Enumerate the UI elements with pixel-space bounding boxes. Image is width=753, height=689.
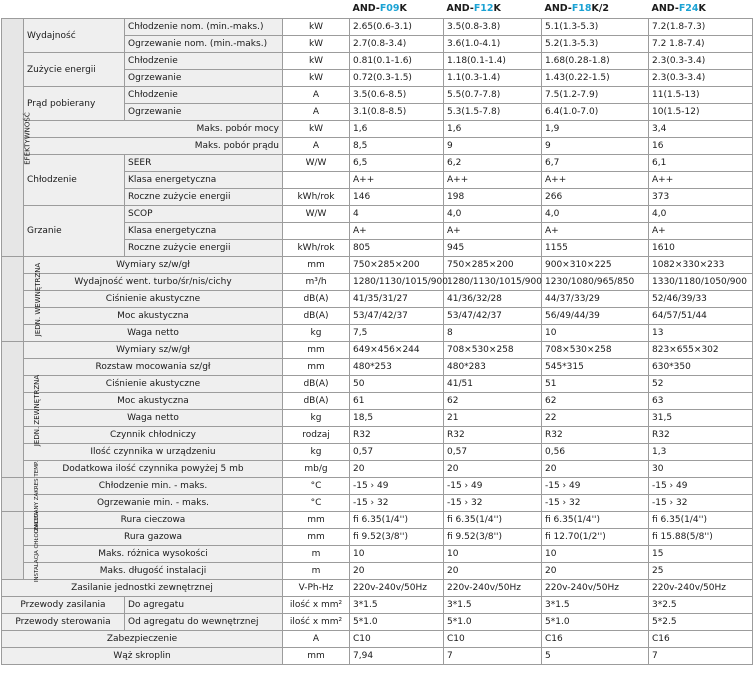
cell-value: 945	[444, 240, 542, 257]
cell-value: 3.5(0.8-3.8)	[444, 19, 542, 36]
cell-value: 61	[350, 393, 444, 410]
cell-value: 4,0	[444, 206, 542, 223]
cell-value: fi 6.35(1/4'')	[350, 512, 444, 529]
row-unit: kWh/rok	[283, 189, 350, 206]
table-row	[2, 614, 753, 631]
cell-value: 20	[542, 563, 649, 580]
cell-value: 3.1(0.8-8.5)	[350, 104, 444, 121]
row-unit: kW	[283, 53, 350, 70]
cell-value: 6,1	[649, 155, 753, 172]
group-label-przewody-sterowania: Przewody sterowania	[2, 614, 125, 631]
cell-value: 16	[649, 138, 753, 155]
cell-value: 31,5	[649, 410, 753, 427]
row-label: Dodatkowa ilość czynnika powyżej 5 mb	[24, 461, 283, 478]
row-label: Chłodzenie min. - maks.	[24, 478, 283, 495]
cell-value: 3.6(1.0-4.1)	[444, 36, 542, 53]
cell-value: 5.2(1.3-5.3)	[542, 36, 649, 53]
cell-value: fi 6.35(1/4'')	[649, 512, 753, 529]
model-header-row	[2, 0, 753, 19]
row-label: Maks. pobór prądu	[24, 138, 283, 155]
cell-value: 64/57/51/44	[649, 308, 753, 325]
row-unit: W/W	[283, 206, 350, 223]
cell-value: 7	[649, 648, 753, 665]
row-unit: m	[283, 563, 350, 580]
row-label: Roczne zużycie energii	[125, 240, 283, 257]
row-label: Klasa energetyczna	[125, 223, 283, 240]
row-unit: kg	[283, 325, 350, 342]
group-label-grzanie: Grzanie	[24, 206, 125, 257]
row-unit: ilość x mm²	[283, 614, 350, 631]
section-label-instalacja: INSTALACJA CHŁODNICZA	[2, 512, 24, 580]
row-label: Maks. długość instalacji	[24, 563, 283, 580]
cell-value: 1.18(0.1-1.4)	[444, 53, 542, 70]
table-row	[2, 631, 753, 648]
cell-value: A+	[542, 223, 649, 240]
table-row	[2, 546, 753, 563]
cell-value: 20	[350, 461, 444, 478]
model-header-1: AND-F09K	[350, 0, 444, 19]
row-unit: A	[283, 138, 350, 155]
cell-value: 266	[542, 189, 649, 206]
cell-value: 10	[444, 546, 542, 563]
row-label: Wydajność went. turbo/śr/nis/cichy	[24, 274, 283, 291]
cell-value: 0.81(0.1-1.6)	[350, 53, 444, 70]
cell-value: 900×310×225	[542, 257, 649, 274]
cell-value: 750×285×200	[350, 257, 444, 274]
cell-value: 1,9	[542, 121, 649, 138]
row-label: Zasilanie jednostki zewnętrznej	[2, 580, 283, 597]
row-label: Zabezpieczenie	[2, 631, 283, 648]
cell-value: 3.5(0.6-8.5)	[350, 87, 444, 104]
cell-value: 4,0	[649, 206, 753, 223]
cell-value: -15 › 49	[444, 478, 542, 495]
row-unit: kW	[283, 19, 350, 36]
cell-value: 13	[649, 325, 753, 342]
cell-value: 2.3(0.3-3.4)	[649, 70, 753, 87]
table-row	[2, 495, 753, 512]
cell-value: 6,2	[444, 155, 542, 172]
model-header-3: AND-F18K/2	[542, 0, 649, 19]
cell-value: fi 9.52(3/8'')	[350, 529, 444, 546]
cell-value: -15 › 49	[542, 478, 649, 495]
cell-value: 10	[350, 546, 444, 563]
row-unit: W/W	[283, 155, 350, 172]
cell-value: 7,94	[350, 648, 444, 665]
cell-value: 18,5	[350, 410, 444, 427]
table-row	[2, 410, 753, 427]
table-row	[2, 121, 753, 138]
row-label: Ilość czynnika w urządzeniu	[24, 444, 283, 461]
cell-value: -15 › 32	[649, 495, 753, 512]
row-unit: m³/h	[283, 274, 350, 291]
table-row	[2, 359, 753, 376]
row-unit: rodzaj	[283, 427, 350, 444]
cell-value: 1155	[542, 240, 649, 257]
cell-value: 11(1.5-13)	[649, 87, 753, 104]
cell-value: 220v-240v/50Hz	[649, 580, 753, 597]
row-unit: A	[283, 104, 350, 121]
cell-value: R32	[350, 427, 444, 444]
cell-value: fi 9.52(3/8'')	[444, 529, 542, 546]
row-label: Moc akustyczna	[24, 393, 283, 410]
row-sublabel: Do agregatu	[125, 597, 283, 614]
cell-value: 0,56	[542, 444, 649, 461]
cell-value: 480*253	[350, 359, 444, 376]
cell-value: 5.1(1.3-5.3)	[542, 19, 649, 36]
row-label: Ogrzewanie	[125, 104, 283, 121]
cell-value: C16	[542, 631, 649, 648]
cell-value: 5*1.0	[444, 614, 542, 631]
row-unit: A	[283, 87, 350, 104]
cell-value: 373	[649, 189, 753, 206]
cell-value: 56/49/44/39	[542, 308, 649, 325]
row-unit: kWh/rok	[283, 240, 350, 257]
cell-value: 22	[542, 410, 649, 427]
cell-value: R32	[542, 427, 649, 444]
table-row	[2, 274, 753, 291]
row-unit: kW	[283, 121, 350, 138]
cell-value: 62	[542, 393, 649, 410]
cell-value: 20	[350, 563, 444, 580]
cell-value: 5.3(1.5-7.8)	[444, 104, 542, 121]
cell-value: 220v-240v/50Hz	[444, 580, 542, 597]
cell-value: 20	[444, 461, 542, 478]
cell-value: 630*350	[649, 359, 753, 376]
cell-value: 9	[444, 138, 542, 155]
cell-value: 3*1.5	[444, 597, 542, 614]
group-label-wydajnosc: Wydajność	[24, 19, 125, 53]
row-label: Rozstaw mocowania sz/gł	[24, 359, 283, 376]
cell-value: 51	[542, 376, 649, 393]
row-label: Chłodzenie	[125, 53, 283, 70]
row-unit: °C	[283, 478, 350, 495]
section-label-jedn-zew: JEDN. ZEWNĘTRZNA	[2, 342, 24, 478]
cell-value: -15 › 32	[444, 495, 542, 512]
row-label: Waga netto	[24, 410, 283, 427]
cell-value: 4,0	[542, 206, 649, 223]
table-row	[2, 257, 753, 274]
row-label: Ogrzewanie	[125, 70, 283, 87]
row-label: Roczne zużycie energii	[125, 189, 283, 206]
cell-value: 5*1.0	[542, 614, 649, 631]
model-header-4: AND-F24K	[649, 0, 753, 19]
cell-value: A+	[444, 223, 542, 240]
row-label: SCOP	[125, 206, 283, 223]
row-unit: kW	[283, 36, 350, 53]
cell-value: 62	[444, 393, 542, 410]
table-row	[2, 87, 753, 104]
cell-value: 649×456×244	[350, 342, 444, 359]
group-label-chlodzenie: Chłodzenie	[24, 155, 125, 206]
cell-value: fi 6.35(1/4'')	[542, 512, 649, 529]
cell-value: 2.7(0.8-3.4)	[350, 36, 444, 53]
cell-value: 7,5	[350, 325, 444, 342]
cell-value: 6.4(1.0-7.0)	[542, 104, 649, 121]
cell-value: 5*1.0	[350, 614, 444, 631]
cell-value: 1610	[649, 240, 753, 257]
row-label: Rura gazowa	[24, 529, 283, 546]
cell-value: 7.2(1.8-7.3)	[649, 19, 753, 36]
table-row	[2, 580, 753, 597]
cell-value: 1.68(0.28-1.8)	[542, 53, 649, 70]
row-label: Chłodzenie	[125, 87, 283, 104]
cell-value: 5.5(0.7-7.8)	[444, 87, 542, 104]
section-label-efektywnosc: EFEKTYWNOŚĆ	[2, 19, 24, 257]
row-label: Chłodzenie nom. (min.-maks.)	[125, 19, 283, 36]
cell-value: 5*2.5	[649, 614, 753, 631]
cell-value: 7.5(1.2-7.9)	[542, 87, 649, 104]
table-row	[2, 19, 753, 36]
cell-value: C10	[444, 631, 542, 648]
cell-value: fi 6.35(1/4'')	[444, 512, 542, 529]
cell-value: 708×530×258	[542, 342, 649, 359]
cell-value: 21	[444, 410, 542, 427]
table-row	[2, 529, 753, 546]
row-unit: °C	[283, 495, 350, 512]
cell-value: 7	[444, 648, 542, 665]
cell-value: A+	[350, 223, 444, 240]
cell-value: 1280/1130/1015/900	[444, 274, 542, 291]
row-label: Ogrzewanie nom. (min.-maks.)	[125, 36, 283, 53]
row-unit: mm	[283, 257, 350, 274]
cell-value: 6,5	[350, 155, 444, 172]
table-row	[2, 427, 753, 444]
cell-value: C16	[649, 631, 753, 648]
cell-value: 708×530×258	[444, 342, 542, 359]
cell-value: 805	[350, 240, 444, 257]
cell-value: A++	[444, 172, 542, 189]
row-label: Ciśnienie akustyczne	[24, 291, 283, 308]
cell-value: 2.65(0.6-3.1)	[350, 19, 444, 36]
cell-value: fi 15.88(5/8'')	[649, 529, 753, 546]
row-unit: kg	[283, 410, 350, 427]
cell-value: 823×655×302	[649, 342, 753, 359]
table-row	[2, 376, 753, 393]
table-row	[2, 512, 753, 529]
cell-value: R32	[444, 427, 542, 444]
cell-value: R32	[649, 427, 753, 444]
table-row	[2, 444, 753, 461]
table-row	[2, 53, 753, 70]
table-row	[2, 206, 753, 223]
cell-value: 25	[649, 563, 753, 580]
cell-value: 3*1.5	[350, 597, 444, 614]
row-label: Klasa energetyczna	[125, 172, 283, 189]
spec-table	[1, 0, 753, 665]
cell-value: -15 › 49	[649, 478, 753, 495]
cell-value: 63	[649, 393, 753, 410]
row-unit: mm	[283, 648, 350, 665]
table-row	[2, 461, 753, 478]
cell-value: 220v-240v/50Hz	[542, 580, 649, 597]
cell-value: 1082×330×233	[649, 257, 753, 274]
table-row	[2, 563, 753, 580]
row-unit: dB(A)	[283, 393, 350, 410]
cell-value: 53/47/42/37	[444, 308, 542, 325]
cell-value: 8	[444, 325, 542, 342]
table-row	[2, 478, 753, 495]
row-unit: dB(A)	[283, 376, 350, 393]
row-label: Czynnik chłodniczy	[24, 427, 283, 444]
section-label-jedn-wew: JEDN. WEWNĘTRZNA	[2, 257, 24, 342]
row-unit: mm	[283, 512, 350, 529]
row-unit: A	[283, 631, 350, 648]
cell-value: 198	[444, 189, 542, 206]
cell-value: 52/46/39/33	[649, 291, 753, 308]
row-unit: kg	[283, 444, 350, 461]
cell-value: 750×285×200	[444, 257, 542, 274]
cell-value: 15	[649, 546, 753, 563]
cell-value: 41/35/31/27	[350, 291, 444, 308]
cell-value: 3*1.5	[542, 597, 649, 614]
row-unit: ilość x mm²	[283, 597, 350, 614]
cell-value: 9	[542, 138, 649, 155]
row-label: Maks. różnica wysokości	[24, 546, 283, 563]
cell-value: A++	[649, 172, 753, 189]
cell-value: 3*2.5	[649, 597, 753, 614]
table-row	[2, 393, 753, 410]
cell-value: 10	[542, 546, 649, 563]
cell-value: 1.43(0.22-1.5)	[542, 70, 649, 87]
cell-value: 50	[350, 376, 444, 393]
cell-value: 3,4	[649, 121, 753, 138]
cell-value: 30	[649, 461, 753, 478]
table-row	[2, 291, 753, 308]
table-row	[2, 308, 753, 325]
row-unit	[283, 223, 350, 240]
group-label-zuzycie: Zużycie energii	[24, 53, 125, 87]
cell-value: 220v-240v/50Hz	[350, 580, 444, 597]
cell-value: -15 › 32	[542, 495, 649, 512]
cell-value: 20	[444, 563, 542, 580]
cell-value: 53/47/42/37	[350, 308, 444, 325]
cell-value: -15 › 49	[350, 478, 444, 495]
row-unit: m	[283, 546, 350, 563]
row-unit: dB(A)	[283, 308, 350, 325]
cell-value: 0,57	[444, 444, 542, 461]
cell-value: 1,3	[649, 444, 753, 461]
cell-value: 545*315	[542, 359, 649, 376]
row-unit: V-Ph-Hz	[283, 580, 350, 597]
cell-value: 2.3(0.3-3.4)	[649, 53, 753, 70]
cell-value: 10(1.5-12)	[649, 104, 753, 121]
cell-value: A++	[542, 172, 649, 189]
row-label: Wąż skroplin	[2, 648, 283, 665]
row-label: Waga netto	[24, 325, 283, 342]
row-unit	[283, 172, 350, 189]
cell-value: 8,5	[350, 138, 444, 155]
group-label-przewody-zasilania: Przewody zasilania	[2, 597, 125, 614]
cell-value: 41/51	[444, 376, 542, 393]
cell-value: A++	[350, 172, 444, 189]
row-label: Wymiary sz/w/gł	[24, 257, 283, 274]
table-row	[2, 648, 753, 665]
cell-value: 20	[542, 461, 649, 478]
table-row	[2, 138, 753, 155]
row-unit: dB(A)	[283, 291, 350, 308]
row-label: Ogrzewanie min. - maks.	[24, 495, 283, 512]
cell-value: 1330/1180/1050/900	[649, 274, 753, 291]
cell-value: 4	[350, 206, 444, 223]
cell-value: 10	[542, 325, 649, 342]
cell-value: A+	[649, 223, 753, 240]
cell-value: 41/36/32/28	[444, 291, 542, 308]
row-label: Rura cieczowa	[24, 512, 283, 529]
table-row	[2, 325, 753, 342]
row-label: SEER	[125, 155, 283, 172]
cell-value: 44/37/33/29	[542, 291, 649, 308]
row-unit: mm	[283, 359, 350, 376]
row-label: Moc akustyczna	[24, 308, 283, 325]
table-row	[2, 342, 753, 359]
row-unit: mb/g	[283, 461, 350, 478]
model-header-2: AND-F12K	[444, 0, 542, 19]
cell-value: 1,6	[444, 121, 542, 138]
row-label: Maks. pobór mocy	[24, 121, 283, 138]
row-label: Ciśnienie akustyczne	[24, 376, 283, 393]
cell-value: 1230/1080/965/850	[542, 274, 649, 291]
group-label-prad: Prąd pobierany	[24, 87, 125, 121]
cell-value: 52	[649, 376, 753, 393]
row-unit: mm	[283, 342, 350, 359]
cell-value: 5	[542, 648, 649, 665]
cell-value: 0.72(0.3-1.5)	[350, 70, 444, 87]
cell-value: 146	[350, 189, 444, 206]
row-unit: mm	[283, 529, 350, 546]
cell-value: fi 12.70(1/2'')	[542, 529, 649, 546]
section-label-zakres: ZALECANY ZAKRES TEMP.	[2, 478, 24, 512]
cell-value: -15 › 32	[350, 495, 444, 512]
cell-value: 1.1(0.3-1.4)	[444, 70, 542, 87]
table-row	[2, 155, 753, 172]
row-label: Wymiary sz/w/gł	[24, 342, 283, 359]
cell-value: C10	[350, 631, 444, 648]
cell-value: 0,57	[350, 444, 444, 461]
row-unit: kW	[283, 70, 350, 87]
cell-value: 1,6	[350, 121, 444, 138]
table-row	[2, 597, 753, 614]
cell-value: 7.2 1.8-7.4)	[649, 36, 753, 53]
cell-value: 480*283	[444, 359, 542, 376]
cell-value: 6,7	[542, 155, 649, 172]
row-sublabel: Od agregatu do wewnętrznej	[125, 614, 283, 631]
cell-value: 1280/1130/1015/900	[350, 274, 444, 291]
